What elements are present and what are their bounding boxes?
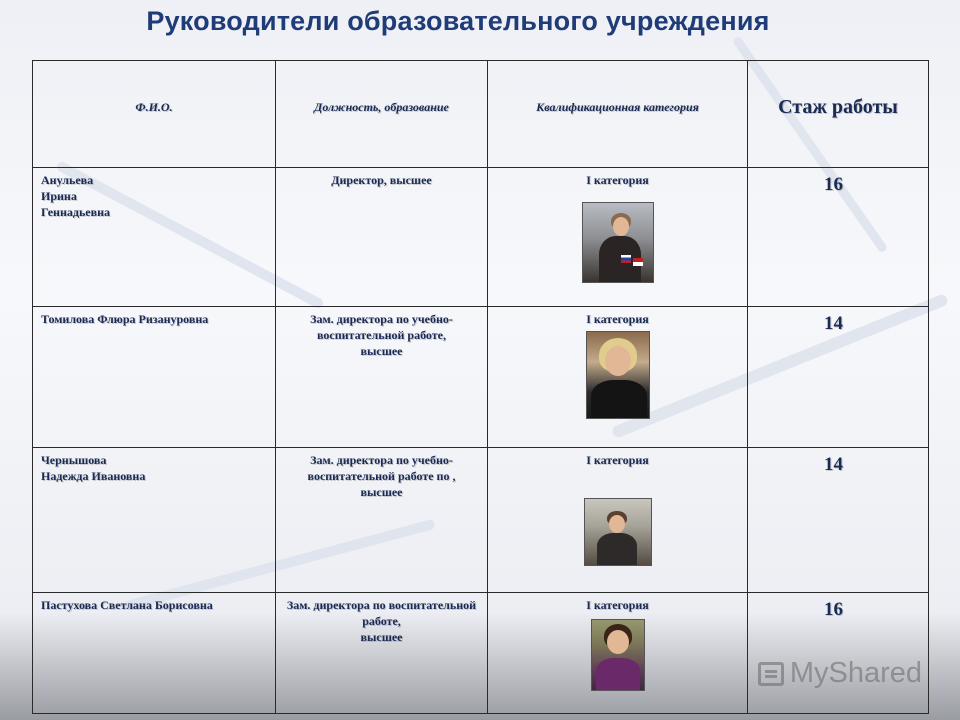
cell-name bbox=[33, 448, 276, 593]
experience-years: 14 bbox=[748, 448, 929, 593]
cell-name bbox=[33, 307, 276, 448]
portrait-photo bbox=[582, 202, 654, 283]
table-header-row bbox=[33, 61, 929, 168]
header-category: Квалификационная категория bbox=[488, 61, 748, 168]
table-row bbox=[33, 593, 929, 714]
watermark-text: MyShared bbox=[789, 657, 922, 689]
cell-name bbox=[33, 168, 276, 307]
cell-position bbox=[276, 168, 488, 307]
presentation-icon bbox=[758, 662, 784, 686]
experience-years: 16 bbox=[748, 593, 929, 714]
portrait-photo bbox=[591, 619, 645, 691]
person-name: Пастухова Светлана Борисовна bbox=[41, 598, 213, 612]
header-position: Должность, образование bbox=[276, 61, 488, 168]
person-category: I категория bbox=[586, 453, 649, 467]
person-position: Зам. директора по воспитательной работе, высшее bbox=[286, 598, 477, 645]
person-position: Зам. директора по учебно-воспитательной работе по , высшее bbox=[307, 453, 456, 500]
watermark bbox=[758, 657, 922, 690]
page-title: Руководители образовательного учреждения bbox=[146, 6, 770, 36]
table-row bbox=[33, 168, 929, 307]
cell-position bbox=[276, 307, 488, 448]
person-category: I категория bbox=[586, 173, 649, 187]
leaders-table bbox=[32, 60, 929, 714]
header-name: Ф.И.О. bbox=[33, 61, 276, 168]
cell-category bbox=[488, 448, 748, 593]
cell-category bbox=[488, 593, 748, 714]
person-position: Директор, высшее bbox=[331, 173, 432, 187]
experience-years: 14 bbox=[748, 307, 929, 448]
person-name: Томилова Флюра Ризануровна bbox=[41, 312, 209, 326]
table-row bbox=[33, 448, 929, 593]
portrait-photo bbox=[584, 498, 652, 566]
portrait-photo bbox=[586, 331, 650, 419]
person-category: I категория bbox=[586, 312, 649, 326]
experience-years: 16 bbox=[748, 168, 929, 307]
cell-category bbox=[488, 168, 748, 307]
table-row bbox=[33, 307, 929, 448]
header-experience: Стаж работы bbox=[748, 61, 929, 168]
cell-position bbox=[276, 593, 488, 714]
cell-category bbox=[488, 307, 748, 448]
person-name: Анульева Ирина Геннадьевна bbox=[41, 173, 111, 220]
cell-name bbox=[33, 593, 276, 714]
person-name: Чернышова Надежда Ивановна bbox=[41, 453, 146, 484]
cell-position bbox=[276, 448, 488, 593]
person-position: Зам. директора по учебно-воспитательной работе, высшее bbox=[310, 312, 453, 359]
person-category: I категория bbox=[586, 598, 649, 612]
